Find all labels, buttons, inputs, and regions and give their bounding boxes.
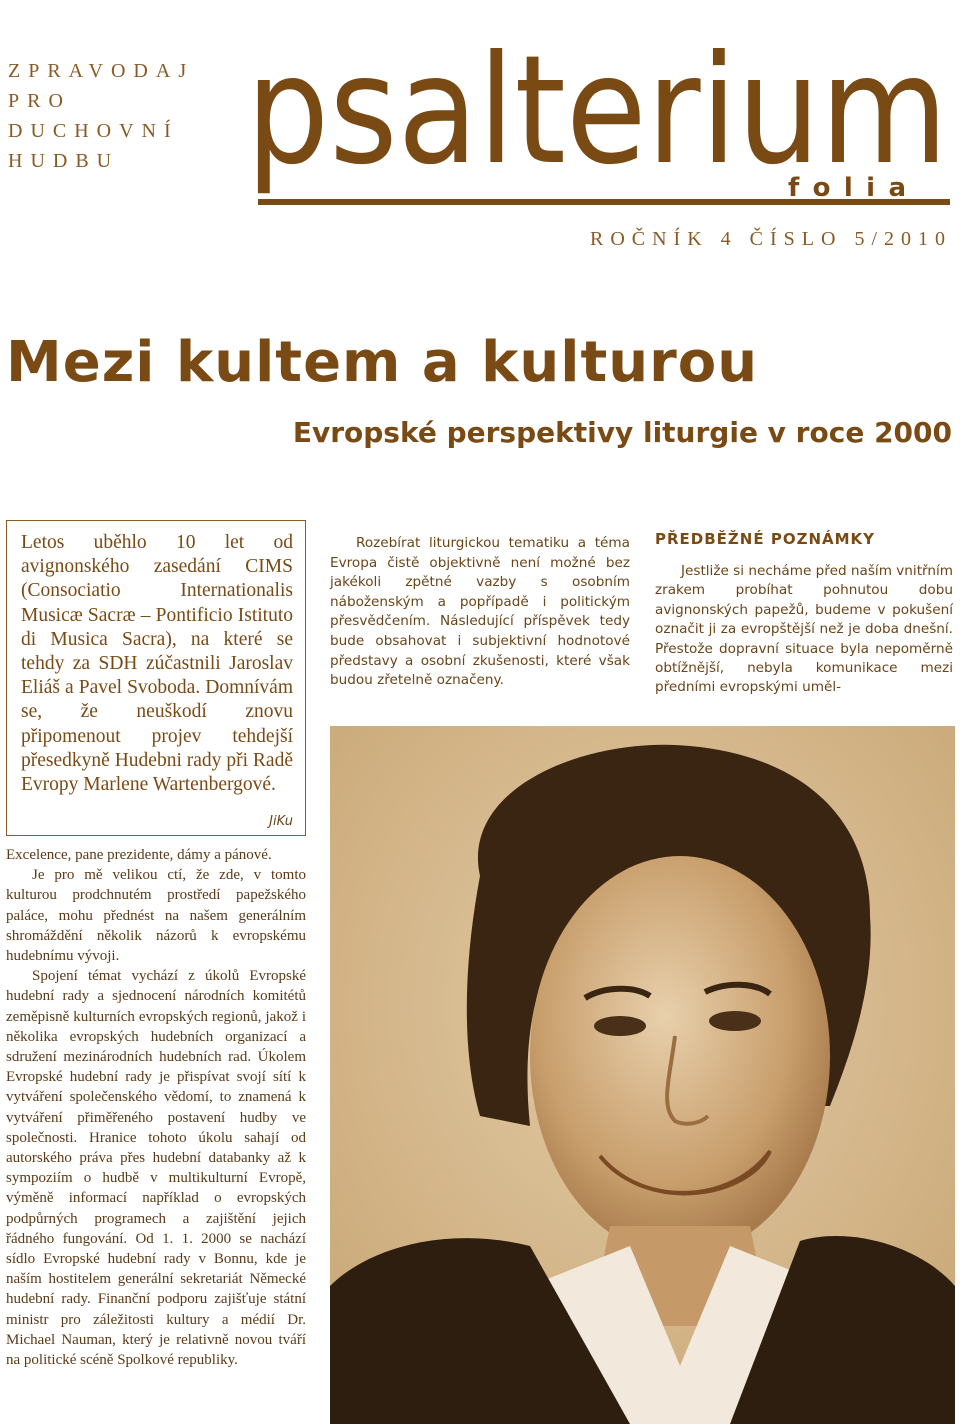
section-heading: PŘEDBĚŽNÉ POZNÁMKY [655,530,876,548]
tagline-line-1: ZPRAVODAJ [8,60,195,82]
right-eye [709,1011,761,1031]
body-paragraph-1: Excelence, pane prezidente, dámy a pánové. [6,847,272,863]
middle-paragraph: Rozebírat liturgickou tematiku a téma Evropa čistě objektivně není možné bez jakékoli zpětné vazby s osobním náboženským a popřípadě i politickým přesvědčením. Následující příspěvek tedy bude obsahovat i subjektivní hodnotové představy a osobní zkušenosti, které však budou zřetelně označeny. [330,535,630,689]
logo-sub-text: folia [788,173,906,203]
right-paragraph: Jestliže si necháme před naším vnitřním zrakem probíhat pohnutou dobu avignonských papežů, budeme v pokušení označit ji za evropštější než je doba dnešní. Přestože dopravní situace byla nepoměrně obtížnější, nebyla komunikace mezi předními evropskými uměl- [655,563,954,696]
portrait-illustration [330,726,955,1424]
masthead-logo [240,4,956,224]
left-eye [594,1016,646,1036]
body-paragraph-3: Spojení témat vychází z úkolů Evropské hudební rady a sjednocení národních komitétů zeměpisně kulturních evropských regionů, jakož i několika evropských hudebních organizací a sdružení mezinárodních hudebních rad. Úkolem Evropské hudební rady je přispívat svojí sítí k vytváření společenského vědomí, to znamená k vytváření přiměřeného postavení hudby ve společnosti. Hranice tohoto úkolu sahají od autorského práva přes hudební databanky až k sympoziím o hudbě v multikulturní Evropě, výměně informací například o evropských podpůrných programech a zajištění jejich řádného fungování. Od 1. 1. 2000 se nachází sídlo Evropské hudební rady v Bonnu, kde je naším hostitelem generální sekretariát Německé hudební rady. Finanční podporu zajišťuje státní ministr pro záležitosti kultury a médií Dr. Michael Nauman, který je relativně novou tváří na politické scéně Spolkové republiky. [6,968,306,1369]
portrait-photo [330,726,955,1424]
tagline-line-4: HUDBU [8,150,120,172]
lead-author: JiKu [269,814,293,829]
lead-text: Letos uběhlo 10 let od avignonského zasedání CIMS (Consociatio Internationalis Musicæ Sacræ – Pontificio Istituto di Musica Sacra), na které se tehdy za SDH zúčastnili Jaroslav Eliáš a Pavel Svoboda. Domnívám se, že neuškodí znovu připomenout projev tehdejší přesedkyně Hudebni rady při Radě Evropy Marlene Wartenbergové. [21,532,293,796]
article-subtitle: Evropské perspektivy liturgie v roce 2000 [292,416,952,449]
body-paragraph-2: Je pro mě velikou ctí, že zde, v tomto kulturou prodchnutém prostředí papežského paláce, mohu přednést na našem generálním shromáždění několik názorů k evropskému hudebnímu vývoji. [6,867,306,965]
body-column-left [6,845,306,1370]
tagline-line-3: DUCHOVNÍ [8,120,179,142]
article-title: Mezi kultem a kulturou [6,330,759,395]
masthead-tagline [8,56,238,176]
logo-main-text: psalterium [246,24,948,198]
tagline-line-2: PRO [8,90,71,112]
lead-box [6,520,306,836]
body-column-middle [330,534,630,691]
issue-number: ROČNÍK 4 ČÍSLO 5/2010 [589,228,952,250]
body-column-right [655,530,953,698]
face-shape [530,856,830,1256]
